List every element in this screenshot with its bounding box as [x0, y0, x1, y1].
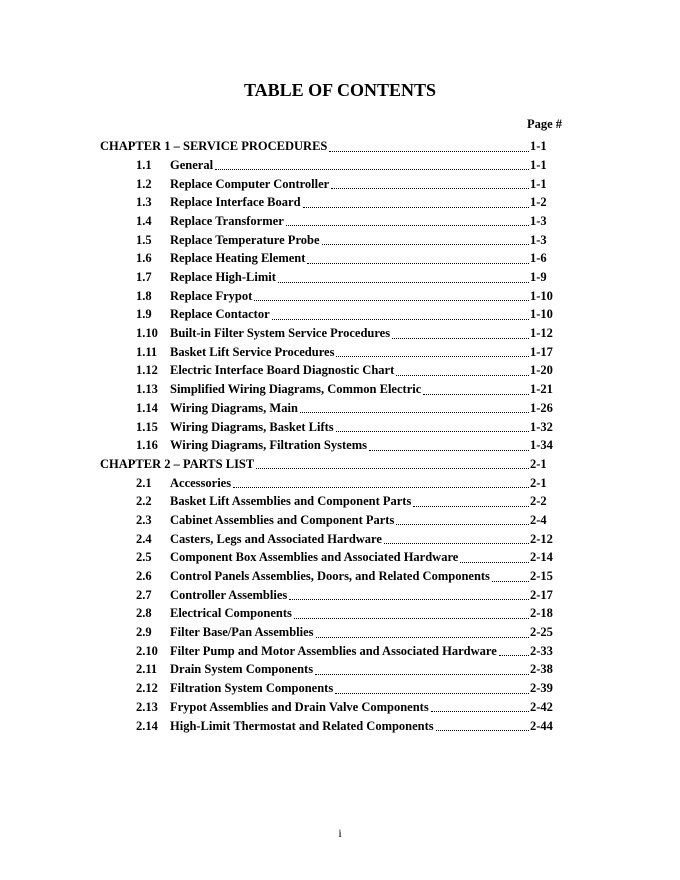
- entry-title: Filter Base/Pan Assemblies: [170, 625, 314, 640]
- section-number: 2.12: [136, 681, 158, 696]
- entry-title: Wiring Diagrams, Basket Lifts: [170, 419, 334, 434]
- entry-page-number: 1-32: [530, 419, 553, 434]
- entry-title: Electric Interface Board Diagnostic Chart: [170, 363, 395, 378]
- toc-section-entry: [100, 678, 562, 697]
- toc-section-entry: [100, 211, 562, 230]
- entry-page-number: 1-3: [530, 213, 547, 228]
- entry-page-number: 1-1: [530, 139, 547, 154]
- entry-title: Simplified Wiring Diagrams, Common Electric: [170, 382, 422, 397]
- section-number: 1.10: [136, 326, 158, 341]
- dot-leader: [315, 673, 529, 675]
- toc-section-entry: [100, 286, 562, 305]
- entry-title: Casters, Legs and Associated Hardware: [170, 531, 382, 546]
- section-number: 2.4: [136, 531, 152, 546]
- dot-leader: [316, 636, 529, 638]
- entry-page-number: 2-1: [530, 456, 547, 471]
- entry-page-number: 1-3: [530, 232, 547, 247]
- entry-page-number: 2-42: [530, 699, 553, 714]
- section-number: 2.1: [136, 475, 152, 490]
- toc-section-entry: [100, 398, 562, 417]
- section-number: 2.5: [136, 550, 152, 565]
- entry-page-number: 1-10: [530, 288, 553, 303]
- entry-title: Replace Heating Element: [170, 251, 306, 266]
- dot-leader: [499, 654, 529, 656]
- toc-section-entry: [100, 155, 562, 174]
- entry-page-number: 2-15: [530, 569, 553, 583]
- entry-page-number: 2-18: [530, 606, 553, 621]
- section-number: 2.2: [136, 494, 152, 509]
- entry-page-number: 2-4: [530, 512, 547, 527]
- dot-leader: [396, 523, 529, 525]
- toc-section-entry: [100, 304, 562, 323]
- section-number: 1.5: [136, 232, 152, 247]
- dot-leader: [254, 299, 529, 301]
- entry-title: Built-in Filter System Service Procedures: [170, 326, 391, 341]
- entry-page-number: 1-2: [530, 195, 547, 210]
- entry-title: Replace High-Limit: [170, 270, 276, 284]
- entry-title: Replace Temperature Probe: [170, 232, 320, 247]
- section-number: 1.4: [136, 213, 152, 228]
- entry-page-number: 2-1: [530, 475, 547, 490]
- toc-section-entry: [100, 248, 562, 267]
- entry-title: CHAPTER 2 – PARTS LIST: [100, 456, 255, 471]
- page-column-header: Page #: [526, 117, 562, 131]
- entry-page-number: 1-1: [530, 157, 547, 172]
- section-number: 2.14: [136, 718, 158, 733]
- dot-leader: [431, 710, 529, 712]
- entry-page-number: 1-9: [530, 270, 547, 284]
- entry-title: High-Limit Thermostat and Related Components: [170, 718, 434, 733]
- toc-section-entry: [100, 603, 562, 622]
- entry-title: CHAPTER 1 – SERVICE PROCEDURES: [100, 139, 328, 154]
- entry-page-number: 2-12: [530, 531, 553, 546]
- dot-leader: [335, 692, 529, 694]
- dot-leader: [233, 486, 529, 488]
- section-number: 2.6: [136, 569, 152, 583]
- toc-section-entry: [100, 323, 562, 342]
- entry-title: Replace Frypot: [170, 288, 253, 303]
- dot-leader: [336, 355, 529, 357]
- section-number: 2.13: [136, 699, 158, 714]
- dot-leader: [331, 187, 529, 189]
- dot-leader: [278, 281, 529, 283]
- entry-page-number: 2-2: [530, 494, 547, 509]
- dot-leader: [384, 542, 529, 544]
- entry-page-number: 2-39: [530, 681, 553, 696]
- entry-title: Replace Transformer: [170, 213, 284, 228]
- section-number: 1.8: [136, 288, 152, 303]
- dot-leader: [289, 598, 529, 600]
- entry-title: Frypot Assemblies and Drain Valve Components: [170, 699, 429, 714]
- page-title: TABLE OF CONTENTS: [243, 80, 437, 100]
- section-number: 1.14: [136, 400, 158, 415]
- entry-title: Electrical Components: [170, 606, 292, 621]
- section-number: 1.12: [136, 363, 158, 378]
- section-number: 1.7: [136, 270, 152, 284]
- section-number: 1.1: [136, 157, 152, 172]
- table-of-contents: [100, 136, 562, 734]
- dot-leader: [303, 206, 529, 208]
- toc-section-entry: [100, 566, 562, 585]
- toc-chapter-entry: [100, 454, 562, 473]
- entry-title: Accessories: [170, 475, 232, 490]
- entry-title: Replace Computer Controller: [170, 176, 330, 191]
- section-number: 2.11: [136, 662, 158, 677]
- entry-page-number: 1-21: [530, 382, 553, 397]
- toc-section-entry: [100, 622, 562, 641]
- toc-section-entry: [100, 267, 562, 286]
- dot-leader: [322, 243, 529, 245]
- entry-page-number: 2-14: [530, 550, 553, 565]
- entry-title: Basket Lift Assemblies and Component Parts: [170, 494, 412, 509]
- entry-page-number: 1-17: [530, 344, 553, 359]
- entry-page-number: 2-17: [530, 587, 553, 602]
- dot-leader: [300, 411, 529, 413]
- entry-page-number: 2-33: [530, 643, 553, 658]
- entry-title: Wiring Diagrams, Main: [170, 400, 298, 415]
- entry-page-number: 1-1: [530, 176, 547, 191]
- toc-section-entry: [100, 342, 562, 361]
- section-number: 2.3: [136, 512, 152, 527]
- dot-leader: [413, 505, 529, 507]
- dot-leader: [392, 337, 529, 339]
- dot-leader: [423, 393, 529, 395]
- entry-title: Cabinet Assemblies and Component Parts: [170, 512, 395, 527]
- dot-leader: [215, 168, 529, 170]
- entry-title: Wiring Diagrams, Filtration Systems: [170, 438, 367, 453]
- entry-page-number: 1-34: [530, 438, 553, 453]
- section-number: 1.11: [136, 344, 158, 359]
- section-number: 2.9: [136, 625, 152, 640]
- dot-leader: [272, 318, 529, 320]
- dot-leader: [436, 729, 529, 731]
- toc-section-entry: [100, 472, 562, 491]
- dot-leader: [369, 449, 529, 451]
- entry-page-number: 1-12: [530, 326, 553, 341]
- toc-section-entry: [100, 697, 562, 716]
- section-number: 1.15: [136, 419, 158, 434]
- section-number: 2.7: [136, 587, 152, 602]
- dot-leader: [286, 224, 529, 226]
- toc-section-entry: [100, 229, 562, 248]
- entry-title: Replace Interface Board: [170, 195, 301, 210]
- toc-chapter-entry: [100, 136, 562, 155]
- toc-section-entry: [100, 641, 562, 660]
- toc-section-entry: [100, 173, 562, 192]
- entry-page-number: 1-20: [530, 363, 553, 378]
- toc-section-entry: [100, 379, 562, 398]
- entry-page-number: 2-38: [530, 662, 553, 677]
- entry-title: Drain System Components: [170, 662, 314, 677]
- entry-title: Filter Pump and Motor Assemblies and Associated Hardware: [170, 643, 497, 658]
- entry-title: Control Panels Assemblies, Doors, and Related Components: [170, 569, 490, 583]
- toc-section-entry: [100, 659, 562, 678]
- section-number: 1.9: [136, 307, 152, 322]
- dot-leader: [329, 150, 529, 152]
- toc-section-entry: [100, 435, 562, 454]
- entry-title: Basket Lift Service Procedures: [170, 344, 335, 359]
- toc-section-entry: [100, 510, 562, 529]
- dot-leader: [460, 561, 529, 563]
- section-number: 1.3: [136, 195, 152, 210]
- section-number: 1.2: [136, 176, 152, 191]
- toc-section-entry: [100, 416, 562, 435]
- section-number: 1.6: [136, 251, 152, 266]
- toc-section-entry: [100, 547, 562, 566]
- dot-leader: [307, 262, 529, 264]
- entry-title: Filtration System Components: [170, 681, 334, 696]
- section-number: 2.10: [136, 643, 158, 658]
- toc-section-entry: [100, 491, 562, 510]
- section-number: 1.16: [136, 438, 158, 453]
- section-number: 2.8: [136, 606, 152, 621]
- section-number: 1.13: [136, 382, 158, 397]
- entry-page-number: 2-44: [530, 718, 553, 733]
- dot-leader: [336, 430, 529, 432]
- toc-section-entry: [100, 528, 562, 547]
- entry-title: Component Box Assemblies and Associated Hardware: [170, 550, 459, 565]
- entry-page-number: 2-25: [530, 625, 553, 640]
- entry-title: Controller Assemblies: [170, 587, 288, 602]
- dot-leader: [396, 374, 529, 376]
- toc-section-entry: [100, 715, 562, 734]
- dot-leader: [256, 467, 529, 469]
- toc-section-entry: [100, 360, 562, 379]
- dot-leader: [492, 580, 529, 582]
- entry-page-number: 1-10: [530, 307, 553, 322]
- toc-section-entry: [100, 192, 562, 211]
- dot-leader: [294, 617, 529, 619]
- toc-section-entry: [100, 585, 562, 604]
- entry-title: Replace Contactor: [170, 307, 270, 322]
- entry-page-number: 1-26: [530, 400, 553, 415]
- entry-title: General: [170, 157, 214, 172]
- page-number-footer: i: [338, 826, 342, 840]
- entry-page-number: 1-6: [530, 251, 547, 266]
